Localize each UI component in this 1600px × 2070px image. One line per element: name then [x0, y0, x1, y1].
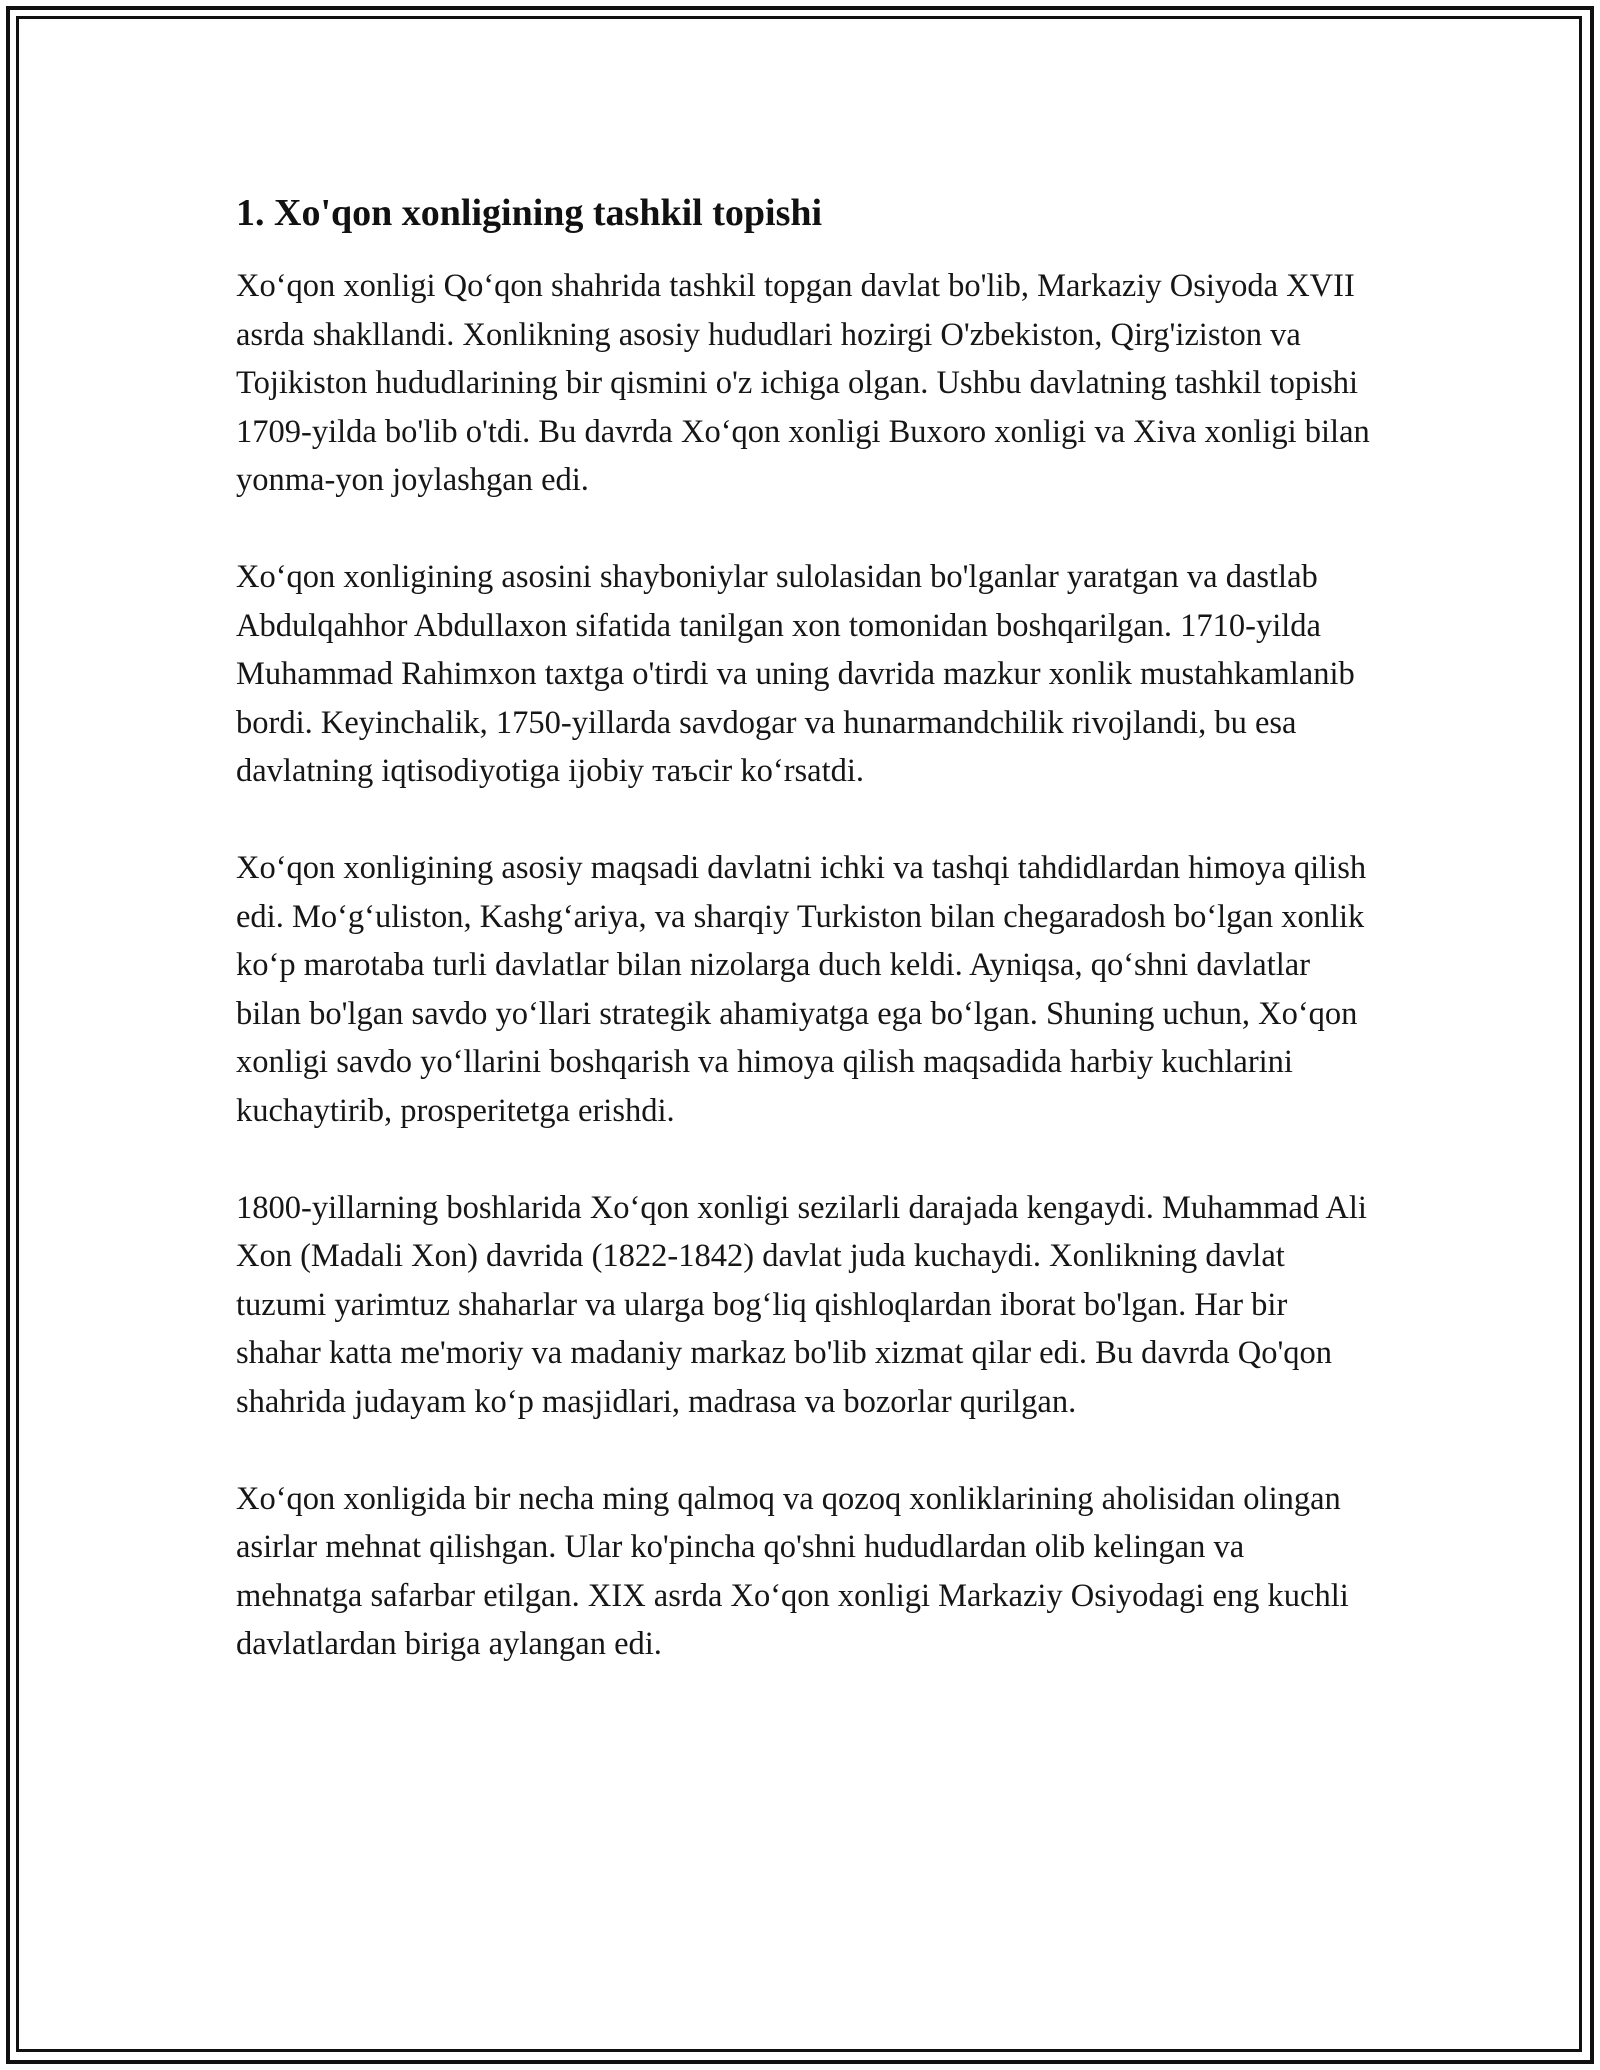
paragraph-1: Xo‘qon xonligi Qo‘qon shahrida tashkil topgan davlat bo'lib, Markaziy Osiyoda XVII asrda shakllandi. Xonlikning asosiy hududlari hozirgi O'zbekiston, Qirg'iziston va Tojikiston hududlarining bir qismini o'z ichiga olgan. Ushbu davlatning tashkil topishi 1709-yilda bo'lib o'tdi. Bu davrda Xo‘qon xonligi Buxoro xonligi va Xiva xonligi bilan yonma-yon joylashgan edi. [236, 268, 1370, 498]
document-body [236, 188, 1376, 1717]
paragraph-4: 1800-yillarning boshlarida Xo‘qon xonligi sezilarli darajada kengaydi. Muhammad Ali Xon (Madali Xon) davrida (1822-1842) davlat juda kuchaydi. Xonlikning davlat tuzumi yarimtuz shaharlar va ularga bog‘liq qishloqlardan iborat bo'lgan. Har bir shahar katta me'moriy va madaniy markaz bo'lib xizmat qilar edi. Bu davrda Qo'qon shahrida judayam ko‘p masjidlari, madrasa va bozorlar qurilgan. [236, 1189, 1367, 1420]
section-heading: 1. Xo'qon xonligining tashkil topishi [236, 192, 823, 234]
paragraph-3: Xo‘qon xonligining asosiy maqsadi davlatni ichki va tashqi tahdidlardan himoya qilish edi. Mo‘g‘uliston, Kashg‘ariya, va sharqiy Turkiston bilan chegaradosh bo‘lgan xonlik ko‘p marotaba turli davlatlar bilan nizolarga duch keldi. Ayniqsa, qo‘shni davlatlar bilan bo'lgan savdo yo‘llari strategik ahamiyatga ega bo‘lgan. Shuning uchun, Xo‘qon xonligi savdo yo‘llarini boshqarish va himoya qilish maqsadida harbiy kuchlarini kuchaytirib, prosperitetga erishdi. [236, 850, 1367, 1129]
paragraph-2: Xo‘qon xonligining asosini shayboniylar sulolasidan bo'lganlar yaratgan va dastlab Abdulqahhor Abdullaxon sifatida tanilgan xon tomonidan boshqarilgan. 1710-yilda Muhammad Rahimxon taxtga o'tirdi va uning davrida mazkur xonlik mustahkamlanib bordi. Keyinchalik, 1750-yillarda savdogar va hunarmandchilik rivojlandi, bu esa davlatning iqtisodiyotiga ijobiy таъсir ko‘rsatdi. [236, 559, 1355, 789]
paragraph-5: Xo‘qon xonligida bir necha ming qalmoq va qozoq xonliklarining aholisidan olingan asirlar mehnat qilishgan. Ular ko'pincha qo'shni hududlardan olib kelingan va mehnatga safarbar etilgan. XIX asrda Xo‘qon xonligi Markaziy Osiyodagi eng kuchli davlatlardan biriga aylangan edi. [236, 1480, 1349, 1662]
